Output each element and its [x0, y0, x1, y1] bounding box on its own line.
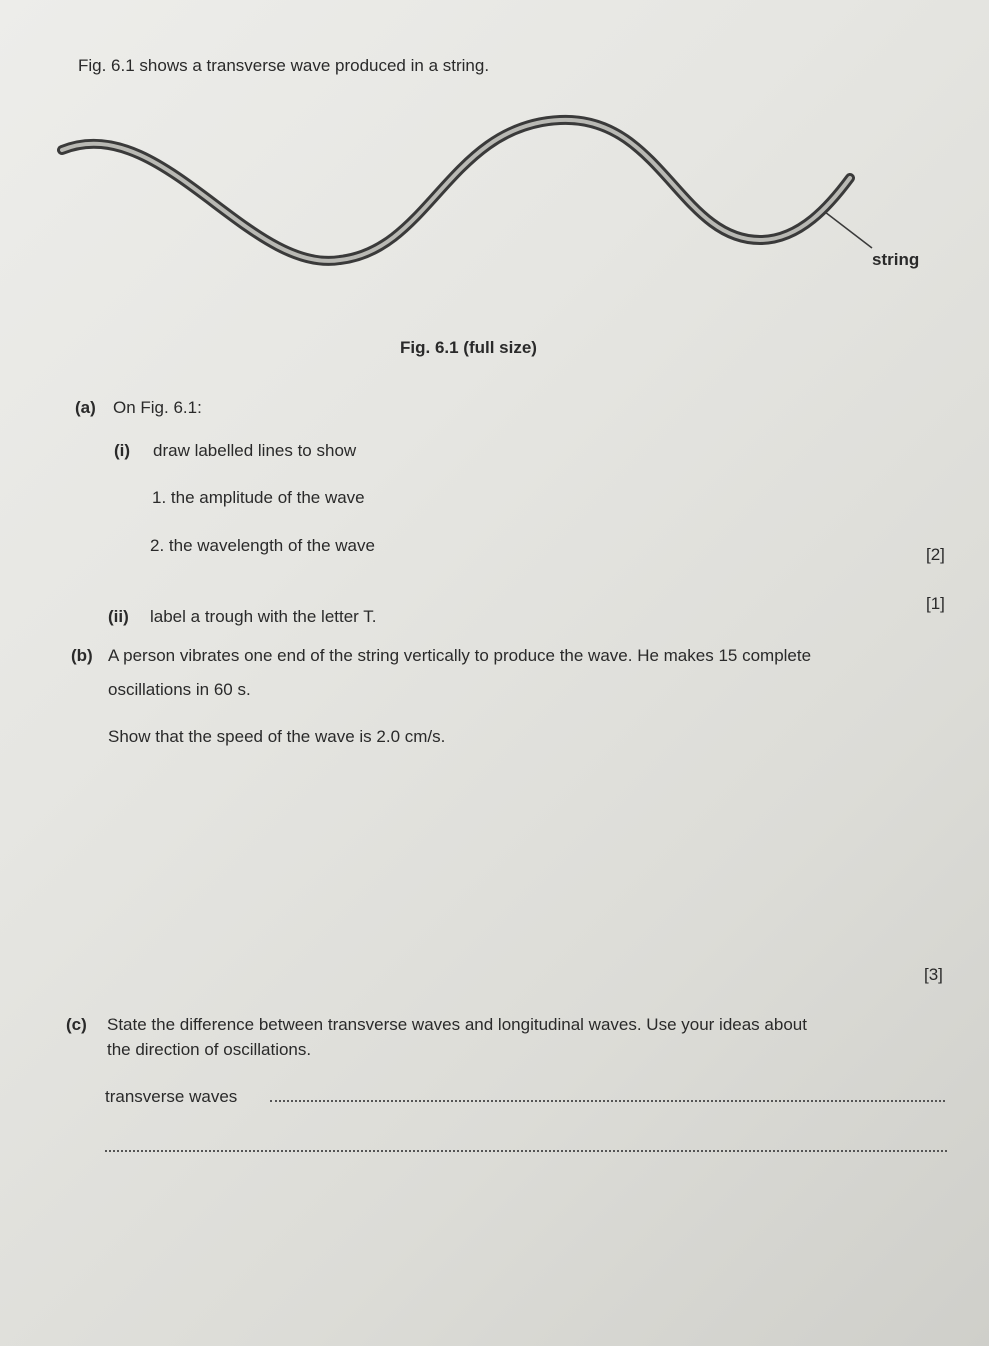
part-c-line-1: State the difference between transverse waves and longitudinal waves. Use your ideas about: [107, 1015, 807, 1034]
part-a-i-text: draw labelled lines to show: [153, 441, 357, 460]
string-wave-figure: [0, 90, 989, 290]
part-b-marks: [3]: [924, 965, 943, 984]
transverse-waves-label: transverse waves: [105, 1087, 238, 1106]
part-a-text: On Fig. 6.1:: [113, 398, 202, 417]
part-a-ii-marks: [1]: [926, 594, 945, 613]
part-a-label: (a): [75, 398, 96, 417]
part-a-i-item-1: 1. the amplitude of the wave: [152, 488, 365, 507]
part-a-ii-text: label a trough with the letter T.: [150, 607, 377, 626]
transverse-answer-line-2[interactable]: [105, 1150, 947, 1152]
part-b-question: Show that the speed of the wave is 2.0 cm/s.: [108, 727, 446, 746]
part-c-label: (c): [66, 1015, 87, 1034]
part-a-i-item-2: 2. the wavelength of the wave: [150, 536, 375, 555]
intro-text: Fig. 6.1 shows a transverse wave produced in a string.: [78, 56, 490, 75]
part-b-line-1: A person vibrates one end of the string vertically to produce the wave. He makes 15 complete: [108, 646, 812, 665]
part-b-label: (b): [71, 646, 93, 665]
string-wave: [62, 120, 850, 261]
part-a-ii-label: (ii): [108, 607, 129, 626]
figure-caption: Fig. 6.1 (full size): [400, 338, 537, 357]
part-c-line-2: the direction of oscillations.: [107, 1040, 312, 1059]
transverse-answer-line-1[interactable]: [270, 1100, 945, 1102]
part-a-i-label: (i): [114, 441, 131, 460]
part-b-line-2: oscillations in 60 s.: [108, 680, 251, 699]
string-label-line: [825, 212, 872, 248]
part-a-i-marks: [2]: [926, 545, 945, 564]
string-label: string: [872, 250, 920, 269]
